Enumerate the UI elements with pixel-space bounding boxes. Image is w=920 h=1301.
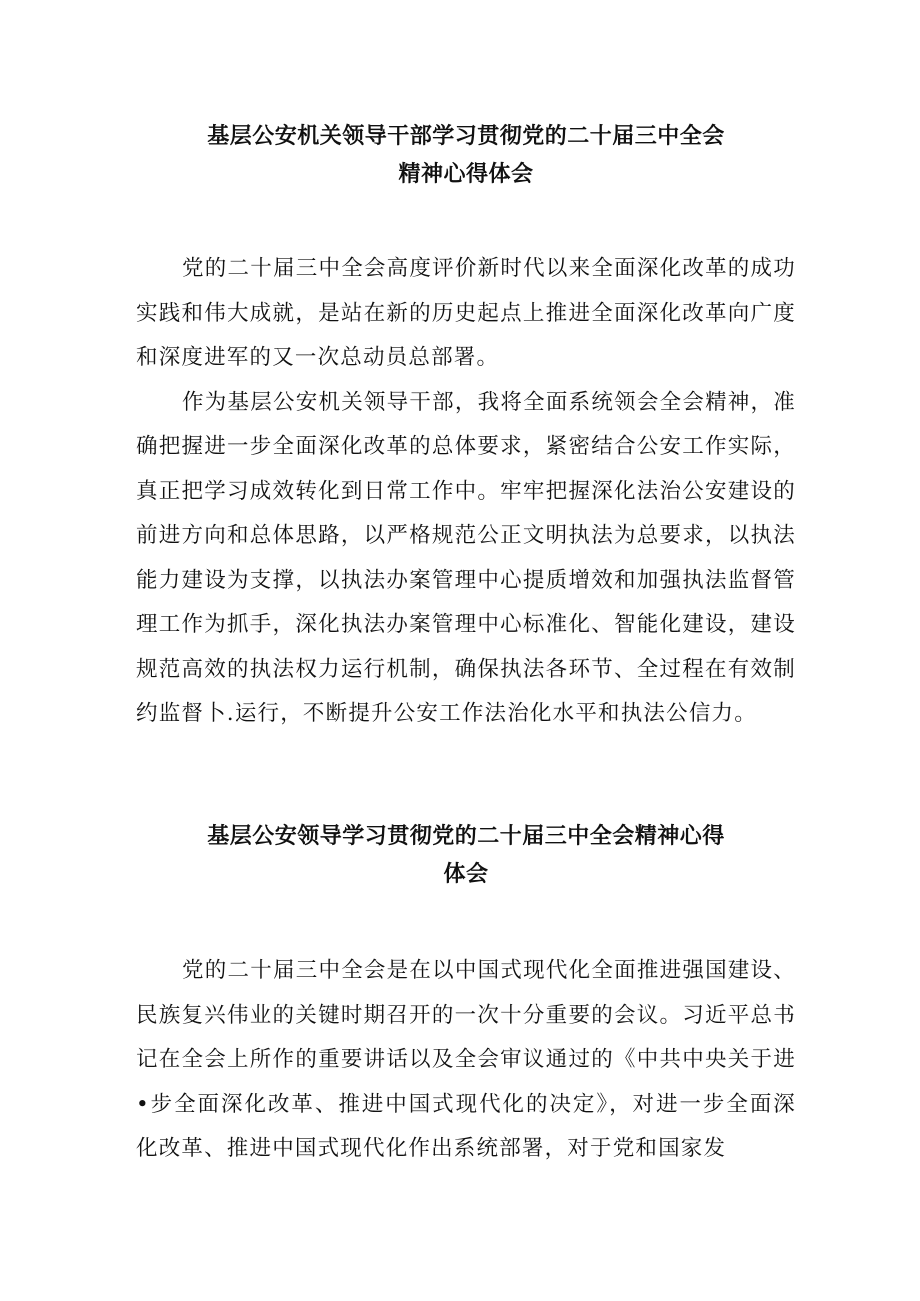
article-title-2 — [136, 818, 796, 894]
article-title-2-line-2: 体会 — [443, 862, 489, 887]
paragraph: 作为基层公安机关领导干部，我将全面系统领会全会精神，准确把握进一步全面深化改革的总体要求，紧密结合公安工作实际，真正把学习成效转化到日常工作中。牢牢把握深化法治公安建设的前进方向和总体思路，以严格规范公正文明执法为总要求，以执法能力建设为支撑，以执法办案管理中心提质增效和加强执法监督管理工作为抓手，深化执法办案管理中心标准化、智能化建设，建设规范高效的执法权力运行机制，确保执法各环节、全过程在有效制约监督卜.运行，不断提升公安工作法治化水平和执法公信力。 — [136, 389, 796, 726]
article-section-2 — [136, 818, 796, 1172]
paragraph: 党的二十届三中全会是在以中国式现代化全面推进强国建设、民族复兴伟业的关键时期召开的一次十分重要的会议。习近平总书记在全会上所作的重要讲话以及全会审议通过的《中共中央关于进•步全面深化改革、推进中国式现代化的决定》，对进一步全面深化改革、推进中国式现代化作出系统部署，对于党和国家发 — [136, 958, 796, 1161]
article-title-1 — [136, 118, 796, 194]
article-title-2-line-1: 基层公安领导学习贯彻党的二十届三中全会精神心得 — [207, 824, 725, 849]
article-title-1-line-2: 精神心得体会 — [398, 162, 534, 187]
article-body-1 — [136, 247, 796, 737]
article-title-1-line-1: 基层公安机关领导干部学习贯彻党的二十届三中全会 — [207, 124, 725, 149]
article-section-1 — [136, 118, 796, 737]
article-body-2 — [136, 949, 796, 1172]
paragraph: 党的二十届三中全会高度评价新时代以来全面深化改革的成功实践和伟大成就，是站在新的历史起点上推进全面深化改革向广度和深度进军的又一次总动员总部署。 — [136, 256, 796, 370]
